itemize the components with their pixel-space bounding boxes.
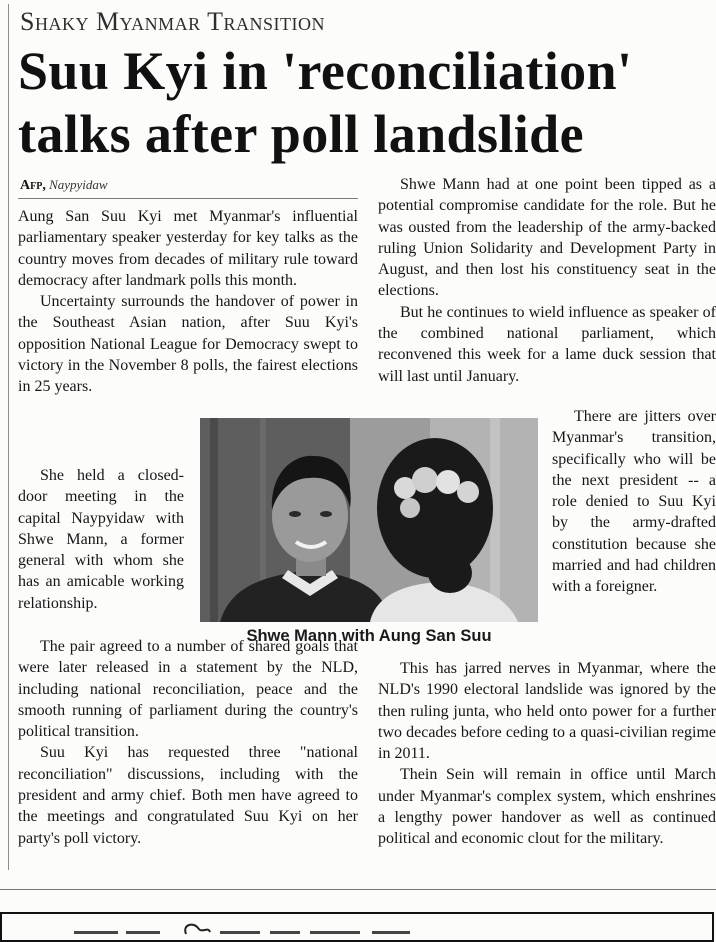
- byline-place: Naypyidaw: [49, 177, 108, 192]
- column-rule: [8, 4, 9, 870]
- kicker-heading: Shaky Myanmar Transition: [20, 7, 325, 36]
- paragraph-1: Aung San Suu Kyi met Myanmar's influential parliamentary speaker yesterday for key talks as the country moves from decades of military rule toward democracy after landmark polls this month.: [18, 208, 358, 289]
- news-photo: [200, 418, 538, 622]
- photo-illustration: [200, 418, 538, 622]
- headline: Suu Kyi in 'reconciliation' talks after poll landslide: [18, 41, 633, 164]
- paragraph-3: She held a closed-door meeting in the capital Naypyidaw with Shwe Mann, a former general with whom she has an amicable working relationship.: [18, 467, 184, 612]
- paragraph-7: But he continues to wield influence as speaker of the combined national parliament, which reconvened this week for a lame duck session that will last until January.: [378, 303, 716, 385]
- paragraph-4: The pair agreed to a number of shared goals that were later released in a statement by the NLD, including national reconciliation, peace and the smooth running of parliament during the country's political transition.: [18, 638, 358, 741]
- paragraph-5: Suu Kyi has requested three "national reconciliation" discussions, including with the president and army chief. Both men have agreed to the meetings and congratulated Suu Kyi on her party's poll victory.: [18, 744, 358, 847]
- byline-rule: [18, 198, 358, 199]
- byline: [20, 176, 358, 198]
- page-divider: [0, 889, 716, 890]
- article-column-2-bottom: [378, 658, 716, 850]
- article-column-1-narrow: [18, 465, 184, 614]
- cut-off-text-fragment: [70, 922, 430, 936]
- cropped-text-fragment: [70, 922, 430, 936]
- paragraph-8: There are jitters over Myanmar's transition, specifically who will be the next president -- a role denied to Suu Kyi by the army-drafted constitution because she married and had children with a foreigner.: [552, 408, 716, 596]
- article-column-2-narrow: [552, 406, 716, 598]
- byline-agency: Afp,: [20, 178, 46, 193]
- paragraph-6: Shwe Mann had at one point been tipped as a potential compromise candidate for the role. But he was ousted from the leadership of the army-backed ruling Union Solidarity and Development Party in August, and then lost his constituency seat in the elections.: [378, 176, 716, 300]
- article-column-1-bottom: [18, 636, 358, 849]
- photo-caption: Shwe Mann with Aung San Suu: [246, 627, 492, 645]
- article-column-1-top: [18, 206, 358, 398]
- paragraph-10: Thein Sein will remain in office until March under Myanmar's complex system, which enshrines a lengthy power handover as well as continued political and economic clout for the military.: [378, 766, 716, 848]
- paragraph-2: Uncertainty surrounds the handover of power in the Southeast Asian nation, after Suu Kyi's opposition National League for Democracy swept to victory in the November 8 polls, the fairest elections in 25 years.: [18, 293, 358, 396]
- article-column-2-top: [378, 174, 716, 387]
- paragraph-9: This has jarred nerves in Myanmar, where the NLD's 1990 electoral landslide was ignored by the then ruling junta, who held onto power for a further two decades before ceding to a quasi-civilian regime in 2011.: [378, 660, 716, 763]
